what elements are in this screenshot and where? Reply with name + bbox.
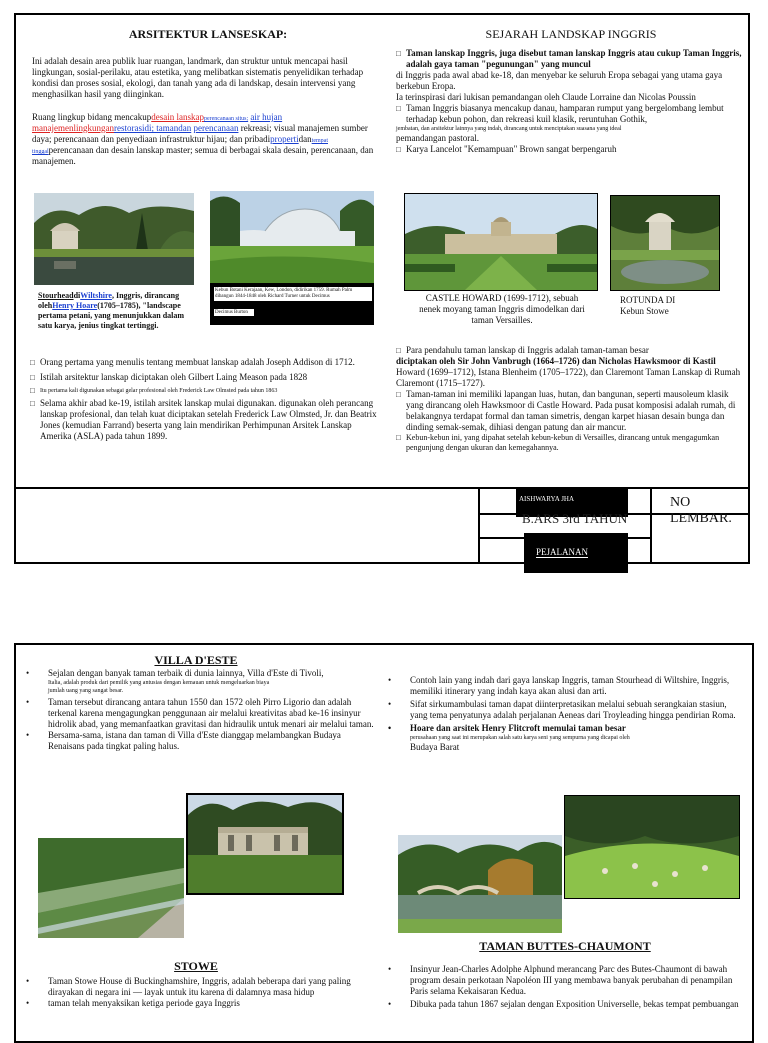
title-arsitektur: ARSITEKTUR LANSESKAP:: [128, 27, 288, 41]
list-item: • Dibuka pada tahun 1867 sejalan dengan Exposition Universelle, bekas tempat pembuangan: [378, 999, 752, 1010]
list-item: • taman telah menyaksikan ketiga periode gaya Inggris: [16, 998, 376, 1009]
paragraph-3-end: pemandangan pastoral.: [396, 133, 479, 143]
history-list: [30, 357, 382, 442]
list-item: • Bersama-sama, istana dan taman di Villa d'Este dianggap melambangkan Budaya Renaisans pada tingkat paling halus.: [16, 730, 376, 752]
sheet-2: [14, 643, 754, 1043]
kew-caption-box: [210, 283, 374, 325]
villa-item1-small: Italia, adalah produk dari pemilik yang antusias dengan kemauan untuk mengeluarkan biaya: [48, 680, 270, 686]
villa-item1-tail: jumlah uang yang sangat besar.: [48, 688, 124, 694]
title-buttes-chaumont: TAMAN BUTTES-CHAUMONT: [479, 939, 651, 953]
paragraph-3: □ Taman Inggris biasanya mencakup danau, hamparan rumput yang bergelombang lembut terhadap kebun pohon, dan rekreasi kuil klasik, reruntuhan Gothik,: [396, 103, 746, 125]
paragraph-5-b: Howard (1699–1712), Istana Blenheim (1705–1722), dan Claremont Taman Lanskap di Rumah Claremont (1715–1727).: [396, 367, 741, 388]
link-taman[interactable]: di; tamandan: [144, 123, 192, 133]
list-item: □ Selama akhir abad ke-19, istilah arsitek lanskap mulai digunakan. digunakan oleh perancang lanskap profesional, dan telah kuat diciptakan setelah Frederick Law Olmsted, Jr. dan Beatrix Jones (kemudian Farrand) beserta yang lain mendirikan Perhimpunan Arsitek Lanskap Amerika (ASLA) pada tahun 1899.: [30, 398, 382, 442]
scope-text-d: perencanaan dan desain lanskap master; semua di berbagai skala desain, perencanaan, dan manajemen.: [32, 145, 374, 166]
stourhead-caption: StourheaddiWiltshire, Inggris, dirancang olehHenry Hoare(1705–1785), "landscape pertama petani, yang menunjukkan dalam satu karya, jenius tingkat tertinggi.: [38, 291, 185, 330]
rotunda-caption: ROTUNDA DI Kebun Stowe: [620, 295, 676, 316]
title-sejarah: SEJARAH LANDSKAP INGGRIS: [485, 27, 657, 41]
list-item: □ Itu pertama kali digunakan sebagai gelar profesional oleh Frederick Law Olmsted pada tahun 1863: [30, 387, 382, 395]
kew-caption-2: Decimus Burton: [214, 309, 254, 316]
paragraph-1-bold: □ Taman lanskap Inggris, juga disebut taman lanskap Inggris atau cukup Taman Inggris, adalah gaya taman "pegunungan" yang muncul: [396, 48, 746, 70]
link-air-hujan[interactable]: air hujan: [250, 112, 283, 122]
link-wiltshire[interactable]: Wiltshire: [80, 291, 112, 300]
paragraph-5-a: □ Para pendahulu taman lanskap di Inggris adalah taman-taman besar: [396, 345, 746, 356]
villa-fountain-photo: [38, 838, 184, 938]
list-item: • Sifat sirkumambulasi taman dapat diinterpretasikan melalui sebuah serangkaian stasiun, yang tema penyatunya adalah perjalanan Aeneas dari Troyleading hingga pendirian Roma.: [378, 699, 738, 721]
right-column: [396, 27, 746, 155]
title-block: [16, 487, 748, 566]
list-item: • Contoh lain yang indah dari gaya lanskap Inggris, taman Stourhead di Wiltshire, Inggris, memiliki itinerary yang indah kaya akan alusi dan arti.: [378, 675, 738, 697]
stourhead-item3-small: perusahaan yang saat ini merupakan salah satu karya seni yang sempurna yang dicapai oleh: [410, 735, 630, 741]
link-manajemen-lingkungan[interactable]: manajemenlingkungan: [32, 123, 114, 133]
year-label: B.ARS 3rd TAHUN: [522, 511, 628, 526]
villa-section: [16, 655, 376, 752]
paragraph-7: □ Kebun-kebun ini, yang dipahat setelah kebun-kebun di Versailles, dirancang untuk mengagumkan pengunjung dengan ukuran dan kemegahannya.: [396, 433, 746, 453]
title-villa-deste: VILLA D'ESTE: [154, 653, 238, 667]
paragraph-3-small: jembatan, dan arsitektur lainnya yang indah, dirancang untuk menciptakan suasana yang ideal: [396, 126, 622, 132]
intro-paragraph: Ini adalah desain area publik luar ruangan, landmark, dan struktur untuk mencapai hasil lingkungan, sosial-perilaku, atau estetika, yang melibatkan sistematis penyelidikan terhadap kondisi dan proses sosial, ekologi, dan tanah yang ada di landskap, desain intervensi yang menghasilkan hasil yang diinginkan.: [32, 56, 364, 99]
paragraph-6: □ Taman-taman ini memiliki lapangan luas, hutan, dan bangunan, seperti mausoleum klasik yang dirancang oleh Hawksmoor di Castle Howard. Pada pusat komposisi adalah rumah, di belakangnya terdapat formal dan taman simetris, dengan karpet hiasan desain bunga dan dinding semak-semak, dihiasi dengan patung dan air mancur.: [396, 389, 746, 433]
link-desain-lanskap[interactable]: desain lanskap: [151, 112, 204, 122]
link-henry-hoare[interactable]: Henry Hoare: [52, 301, 98, 310]
left-column: [32, 27, 384, 167]
sheet-1: [14, 13, 750, 564]
list-item: • Taman Stowe House di Buckinghamshire, Inggris, adalah beberapa dari yang paling dirayakan di negara ini — layak untuk itu karena di dalamnya masa hidup: [16, 976, 376, 998]
buttes-chaumont-photo: [564, 795, 740, 899]
scope-text-c: dan: [298, 134, 312, 144]
buttes-section: [378, 941, 752, 1010]
link-perencanaan[interactable]: perencanaan: [193, 123, 239, 133]
castle-howard-caption: CASTLE HOWARD (1699-1712), sebuah nenek moyang taman Inggris dimodelkan dari taman Versailles.: [419, 293, 585, 325]
stourhead-bridge-photo: [398, 835, 562, 933]
palladian-bridge-photo: [186, 793, 344, 895]
paragraph-2: Ia terinspirasi dari lukisan pemandangan oleh Claude Lorraine dan Nicolas Poussin: [396, 92, 696, 102]
list-item: • Insinyur Jean-Charles Adolphe Alphund merancang Parc des Butes-Chaumont di bawah program desain perkotaan Napoléon III yang membawa banyak perubahan di penampilan Paris selama Kekaisaran Kedua.: [378, 964, 752, 997]
list-item: • Sejalan dengan banyak taman terbaik di dunia lainnya, Villa d'Este di Tivoli,: [16, 668, 376, 679]
link-restorasi[interactable]: restorasi: [113, 123, 145, 133]
link-properti[interactable]: properti: [270, 134, 299, 144]
right-column-lower: [396, 345, 746, 453]
scope-text-a: Ruang lingkup bidang mencakup: [32, 112, 152, 122]
kew-caption: Kebun Botani Kerajaan, Kew, London, didirikan 1759. Rumah Palm dibangun 1844-1848 oleh Richard Turner untuk Decimus: [214, 287, 372, 301]
link-perencanaan-situs[interactable]: perencanaan situs;: [203, 116, 249, 122]
title-stowe: STOWE: [174, 959, 218, 973]
kew-palm-house-photo: [210, 191, 374, 283]
title-block-divider-2: [650, 489, 652, 564]
paragraph-1: di Inggris pada awal abad ke-18, dan menyebar ke seluruh Eropa sebagai yang utama gaya berkebun Eropa.: [396, 70, 723, 91]
list-item: • Taman tersebut dirancang antara tahun 1550 dan 1572 oleh Pirro Ligorio dan adalah terkenal karena mengagungkan penggunaan air melalui kreativitas abad ke-16 insinyur hidrolik abad, yang memanfaatkan gravitasi dan hidraulik untuk menari air melalui taman.: [16, 697, 376, 730]
sheet-number-label: NO LEMBAR.: [670, 495, 732, 526]
stourhead-section: [378, 675, 738, 753]
stourhead-photo: [34, 193, 194, 285]
paragraph-4: □ Karya Lancelot "Kemampuan" Brown sangat berpengaruh: [396, 144, 746, 155]
journey-label: PEJALANAN: [536, 547, 589, 557]
list-item: □ Istilah arsitektur lanskap diciptakan oleh Gilbert Laing Meason pada 1828: [30, 372, 382, 383]
paragraph-5-bold: diciptakan oleh Sir John Vanbrugh (1664–1726) dan Nicholas Hawksmoor di Kastil: [396, 356, 716, 366]
stowe-section: [16, 961, 376, 1009]
scope-paragraph: [32, 112, 384, 167]
link-tempat-tinggal[interactable]: tempat tinggal: [32, 138, 328, 155]
scope-text-b: rekreasi; visual manajemen sumber daya; perencanaan dan penyediaan infrastruktur hijau; dan pribadi: [32, 123, 368, 144]
castle-howard-photo: [404, 193, 598, 291]
author-name: AISHWARYA JHA: [519, 495, 575, 503]
stourhead-item3-tail: Budaya Barat: [410, 742, 460, 752]
list-item: □ Orang pertama yang menulis tentang membuat lanskap adalah Joseph Addison di 1712.: [30, 357, 382, 368]
list-item: • Hoare dan arsitek Henry Flitcroft memulai taman besar: [378, 723, 738, 734]
rotunda-photo: [610, 195, 720, 291]
title-block-divider-1: [478, 489, 480, 564]
